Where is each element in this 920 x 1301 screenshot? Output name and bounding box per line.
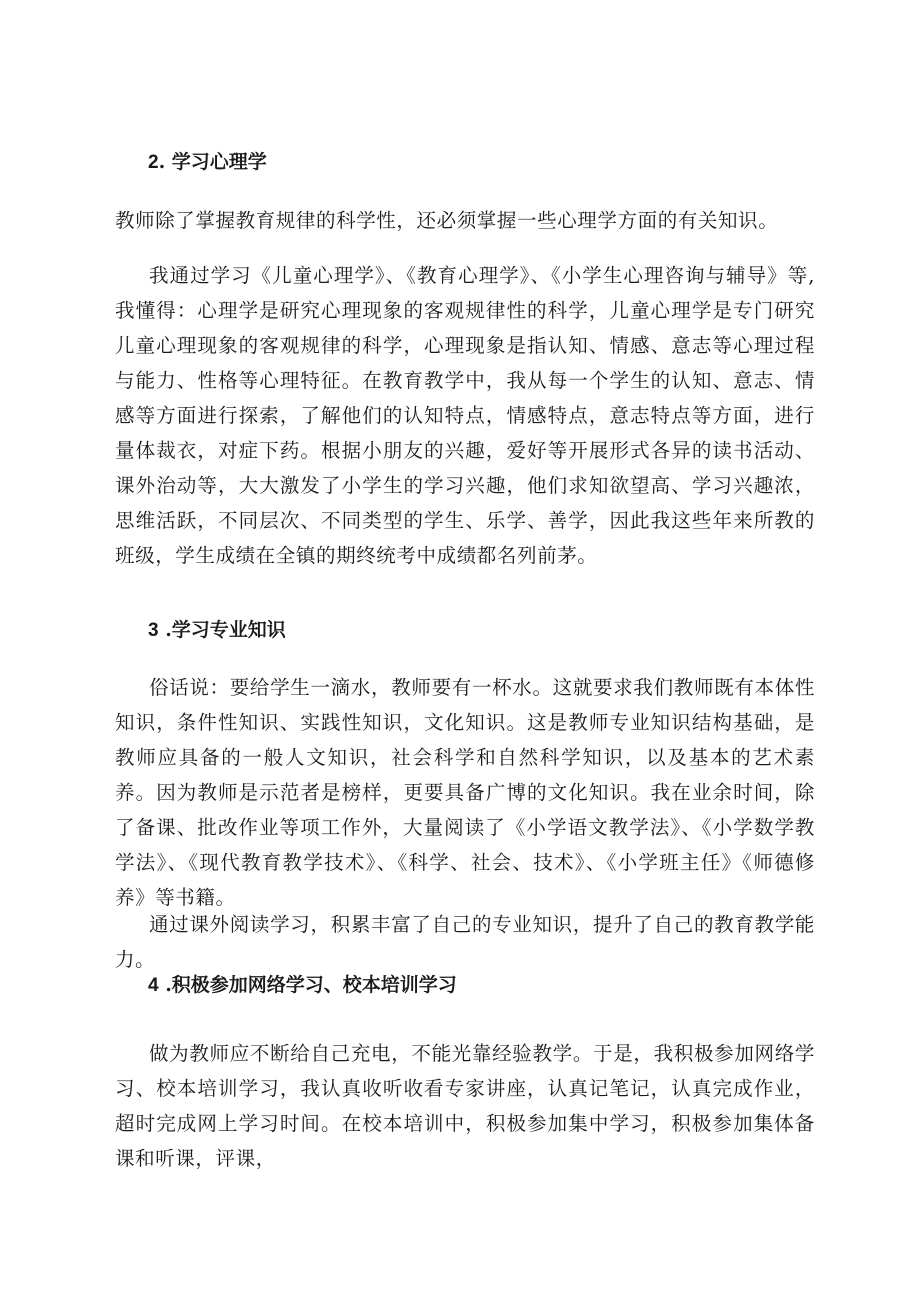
section-heading-3 [148, 615, 286, 646]
section-heading-2 [148, 147, 267, 178]
paragraph-professional-summary: 通过课外阅读学习，积累丰富了自己的专业知识，提升了自己的教育教学能力。 [115, 913, 815, 971]
section-heading-4 [148, 970, 457, 1001]
heading-text: .积极参加网络学习、校本培训学习 [158, 974, 457, 996]
heading-text: .学习专业知识 [158, 619, 286, 641]
paragraph-professional-knowledge: 俗话说：要给学生一滴水，教师要有一杯水。这就要求我们教师既有本体性知识，条件性知识、实践性知识，文化知识。这是教师专业知识结构基础，是教师应具备的一般人文知识，社会科学和自然科学知识，以及基本的艺术素养。因为教师是示范者是榜样，更要具备广博的文化知识。我在业余时间，除了备课、批改作业等项工作外，大量阅读了《小学语文教学法》、《小学数学教学法》、《现代教育教学技术》、《科学、社会、技术》、《小学班主任》《师德修养》等书籍。 [115, 676, 815, 909]
heading-number: 4 [148, 975, 159, 996]
heading-number: 2 [148, 152, 159, 173]
paragraph-network-training: 做为教师应不断给自己充电，不能光靠经验教学。于是，我积极参加网络学习、校本培训学习，我认真收听收看专家讲座，认真记笔记，认真完成作业，超时完成网上学习时间。在校本培训中，积极参加集中学习，积极参加集体备课和听课，评课， [115, 1042, 815, 1170]
paragraph-psychology-body: 我通过学习《儿童心理学》、《教育心理学》、《小学生心理咨询与辅导》等,我懂得：心理学是研究心理现象的客观规律性的科学，儿童心理学是专门研究儿童心理现象的客观规律的科学，心理现象是指认知、情感、意志等心理过程与能力、性格等心理特征。在教育教学中，我从每一个学生的认知、意志、情感等方面进行探索，了解他们的认知特点，情感特点，意志特点等方面，进行量体裁衣，对症下药。根据小朋友的兴趣，爱好等开展形式各异的读书活动、课外治动等，大大激发了小学生的学习兴趣，他们求知欲望高、学习兴趣浓，思维活跃，不同层次、不同类型的学生、乐学、善学，因此我这些年来所教的班级，学生成绩在全镇的期终统考中成绩都名列前茅。 [115, 264, 815, 567]
heading-number: 3 [148, 620, 159, 641]
paragraph-psychology-intro: 教师除了掌握教育规律的科学性，还必须掌握一些心理学方面的有关知识。 [115, 209, 779, 232]
heading-text: . 学习心理学 [158, 151, 267, 173]
